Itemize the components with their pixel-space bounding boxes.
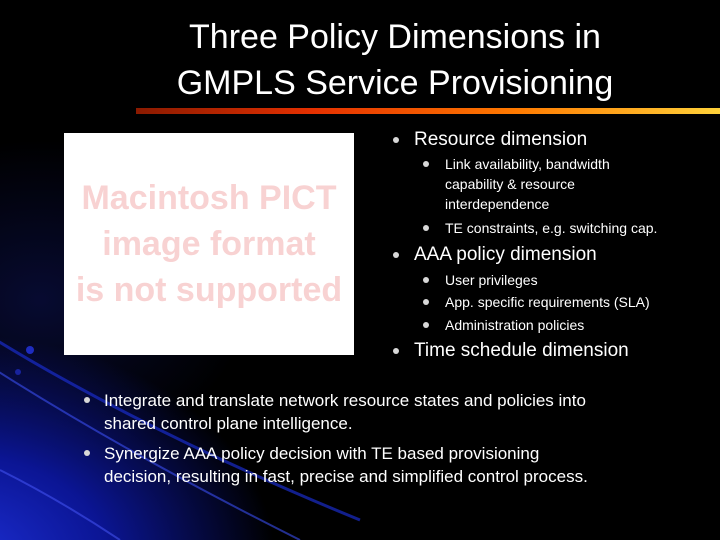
subitem-app-requirements: App. specific requirements (SLA): [445, 294, 650, 310]
subitem-line: capability & resource: [445, 176, 575, 192]
summary-line: Integrate and translate network resource states and policies into: [104, 391, 586, 410]
bullet-icon: [393, 252, 399, 258]
bullet-icon: [423, 322, 429, 328]
subitem-line: interdependence: [445, 196, 550, 212]
title-underline: [136, 108, 720, 114]
bullet-icon: [423, 299, 429, 305]
placeholder-message: [64, 175, 354, 313]
subitem-te-constraints: TE constraints, e.g. switching cap.: [445, 220, 658, 236]
bullet-icon: [393, 348, 399, 354]
bullet-icon: [423, 277, 429, 283]
summary-item-integrate: [104, 389, 586, 435]
title-line-2: GMPLS Service Provisioning: [176, 64, 614, 102]
dimension-time-schedule: Time schedule dimension: [414, 340, 629, 361]
bullet-icon: [84, 450, 90, 456]
bullet-icon: [393, 137, 399, 143]
unsupported-image-placeholder: [64, 133, 354, 355]
summary-line: Synergize AAA policy decision with TE based provisioning: [104, 444, 540, 463]
slide-title: [120, 14, 670, 106]
summary-item-synergize: [104, 442, 588, 488]
bullet-icon: [84, 397, 90, 403]
summary-line: shared control plane intelligence.: [104, 414, 353, 433]
summary-line: decision, resulting in fast, precise and simplified control process.: [104, 467, 588, 486]
bullet-icon: [423, 161, 429, 167]
dimension-aaa-policy: AAA policy dimension: [414, 244, 597, 265]
placeholder-line-2: image format: [102, 225, 316, 263]
subitem-line: Link availability, bandwidth: [445, 156, 610, 172]
subitem-administration-policies: Administration policies: [445, 317, 585, 333]
subitem-link-availability: [445, 154, 610, 214]
subitem-user-privileges: User privileges: [445, 272, 538, 288]
bullet-icon: [423, 225, 429, 231]
placeholder-line-1: Macintosh PICT: [81, 179, 337, 217]
placeholder-line-3: is not supported: [75, 271, 343, 309]
dimension-resource: Resource dimension: [414, 129, 588, 150]
title-line-1: Three Policy Dimensions in: [189, 18, 601, 56]
